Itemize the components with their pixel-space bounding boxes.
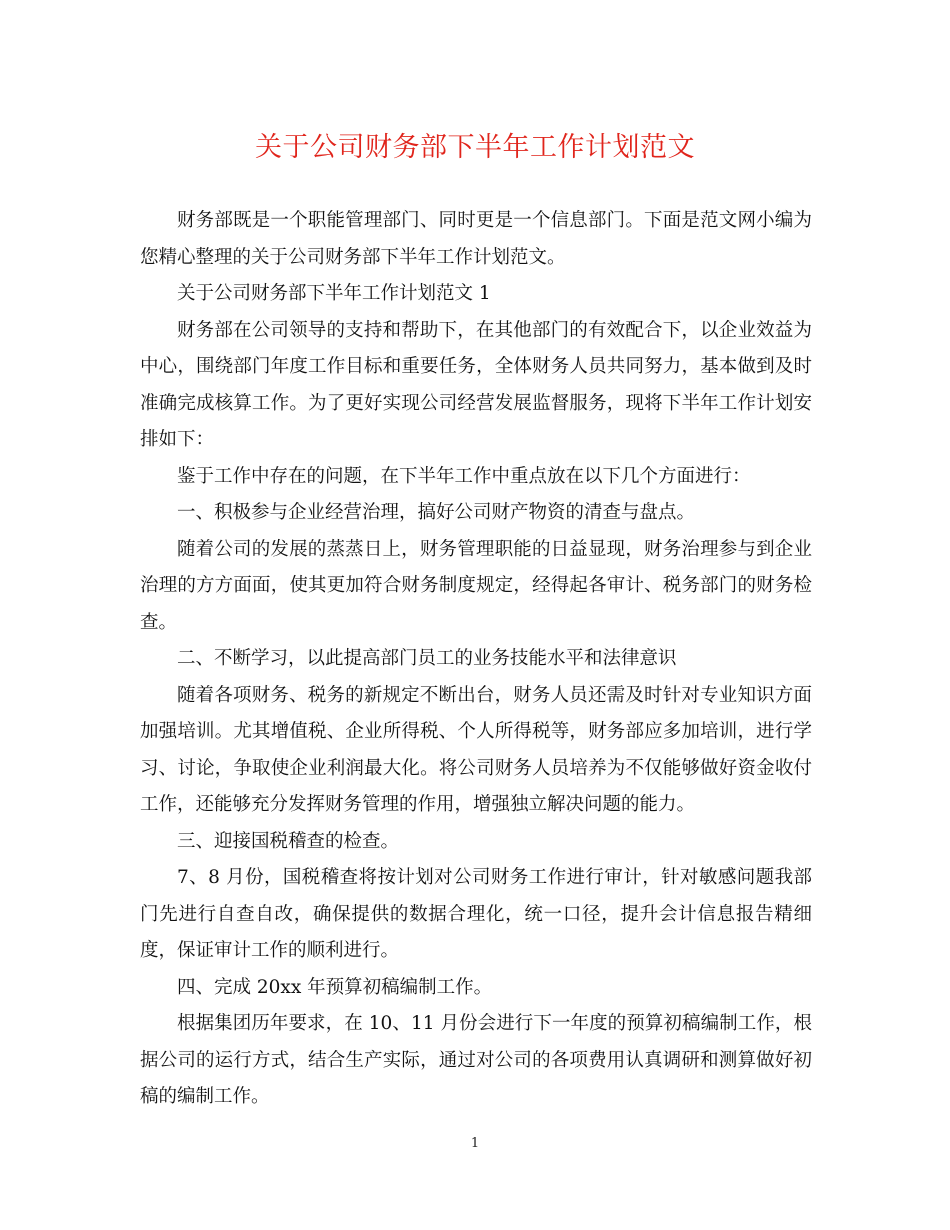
section-heading-template-1: 关于公司财务部下半年工作计划范文 1 — [177, 283, 491, 304]
document-body — [140, 203, 812, 1116]
heading-item-4: 四、完成 20xx 年预算初稿编制工作。 — [177, 976, 493, 998]
heading-item-1: 一、积极参与企业经营治理，搞好公司财产物资的清查与盘点。 — [177, 502, 696, 523]
intro-paragraph: 财务部既是一个职能管理部门、同时更是一个信息部门。下面是范文网小编为您精心整理的关于公司财务部下半年工作计划范文。 — [140, 210, 812, 268]
page-number: 1 — [470, 1136, 480, 1151]
focus-areas-paragraph: 鉴于工作中存在的问题，在下半年工作中重点放在以下几个方面进行： — [177, 465, 751, 487]
document-title: 关于公司财务部下半年工作计划范文 — [255, 132, 695, 163]
heading-item-3: 三、迎接国税稽查的检查。 — [177, 830, 400, 852]
item-3-paragraph: 7、8 月份，国税稽查将按计划对公司财务工作进行审计，针对敏感问题我部门先进行自查自改，确保提供的数据合理化，统一口径，提升会计信息报告精细度，保证审计工作的顺利进行。 — [140, 867, 812, 961]
heading-item-2: 二、不断学习，以此提高部门员工的业务技能水平和法律意识 — [177, 648, 677, 669]
overview-paragraph: 财务部在公司领导的支持和帮助下，在其他部门的有效配合下，以企业效益为中心，围绕部门年度工作目标和重要任务，全体财务人员共同努力，基本做到及时准确完成核算工作。为了更好实现公司经营发展监督服务，现将下半年工作计划安排如下： — [140, 319, 812, 450]
item-1-paragraph: 随着公司的发展的蒸蒸日上，财务管理职能的日益显现，财务治理参与到企业治理的方方面面，使其更加符合财务制度规定，经得起各审计、税务部门的财务检查。 — [140, 538, 812, 633]
item-2-paragraph: 随着各项财务、税务的新规定不断出台，财务人员还需及时针对专业知识方面加强培训。尤其增值税、企业所得税、个人所得税等，财务部应多加培训，进行学习、讨论，争取使企业利润最大化。将公司财务人员培养为不仅能够做好资金收付工作，还能够充分发挥财务管理的作用，增强独立解决问题的能力。 — [140, 684, 812, 815]
item-4-paragraph: 根据集团历年要求，在 10、11 月份会进行下一年度的预算初稿编制工作，根据公司的运行方式，结合生产实际，通过对公司的各项费用认真调研和测算做好初稿的编制工作。 — [140, 1013, 812, 1107]
